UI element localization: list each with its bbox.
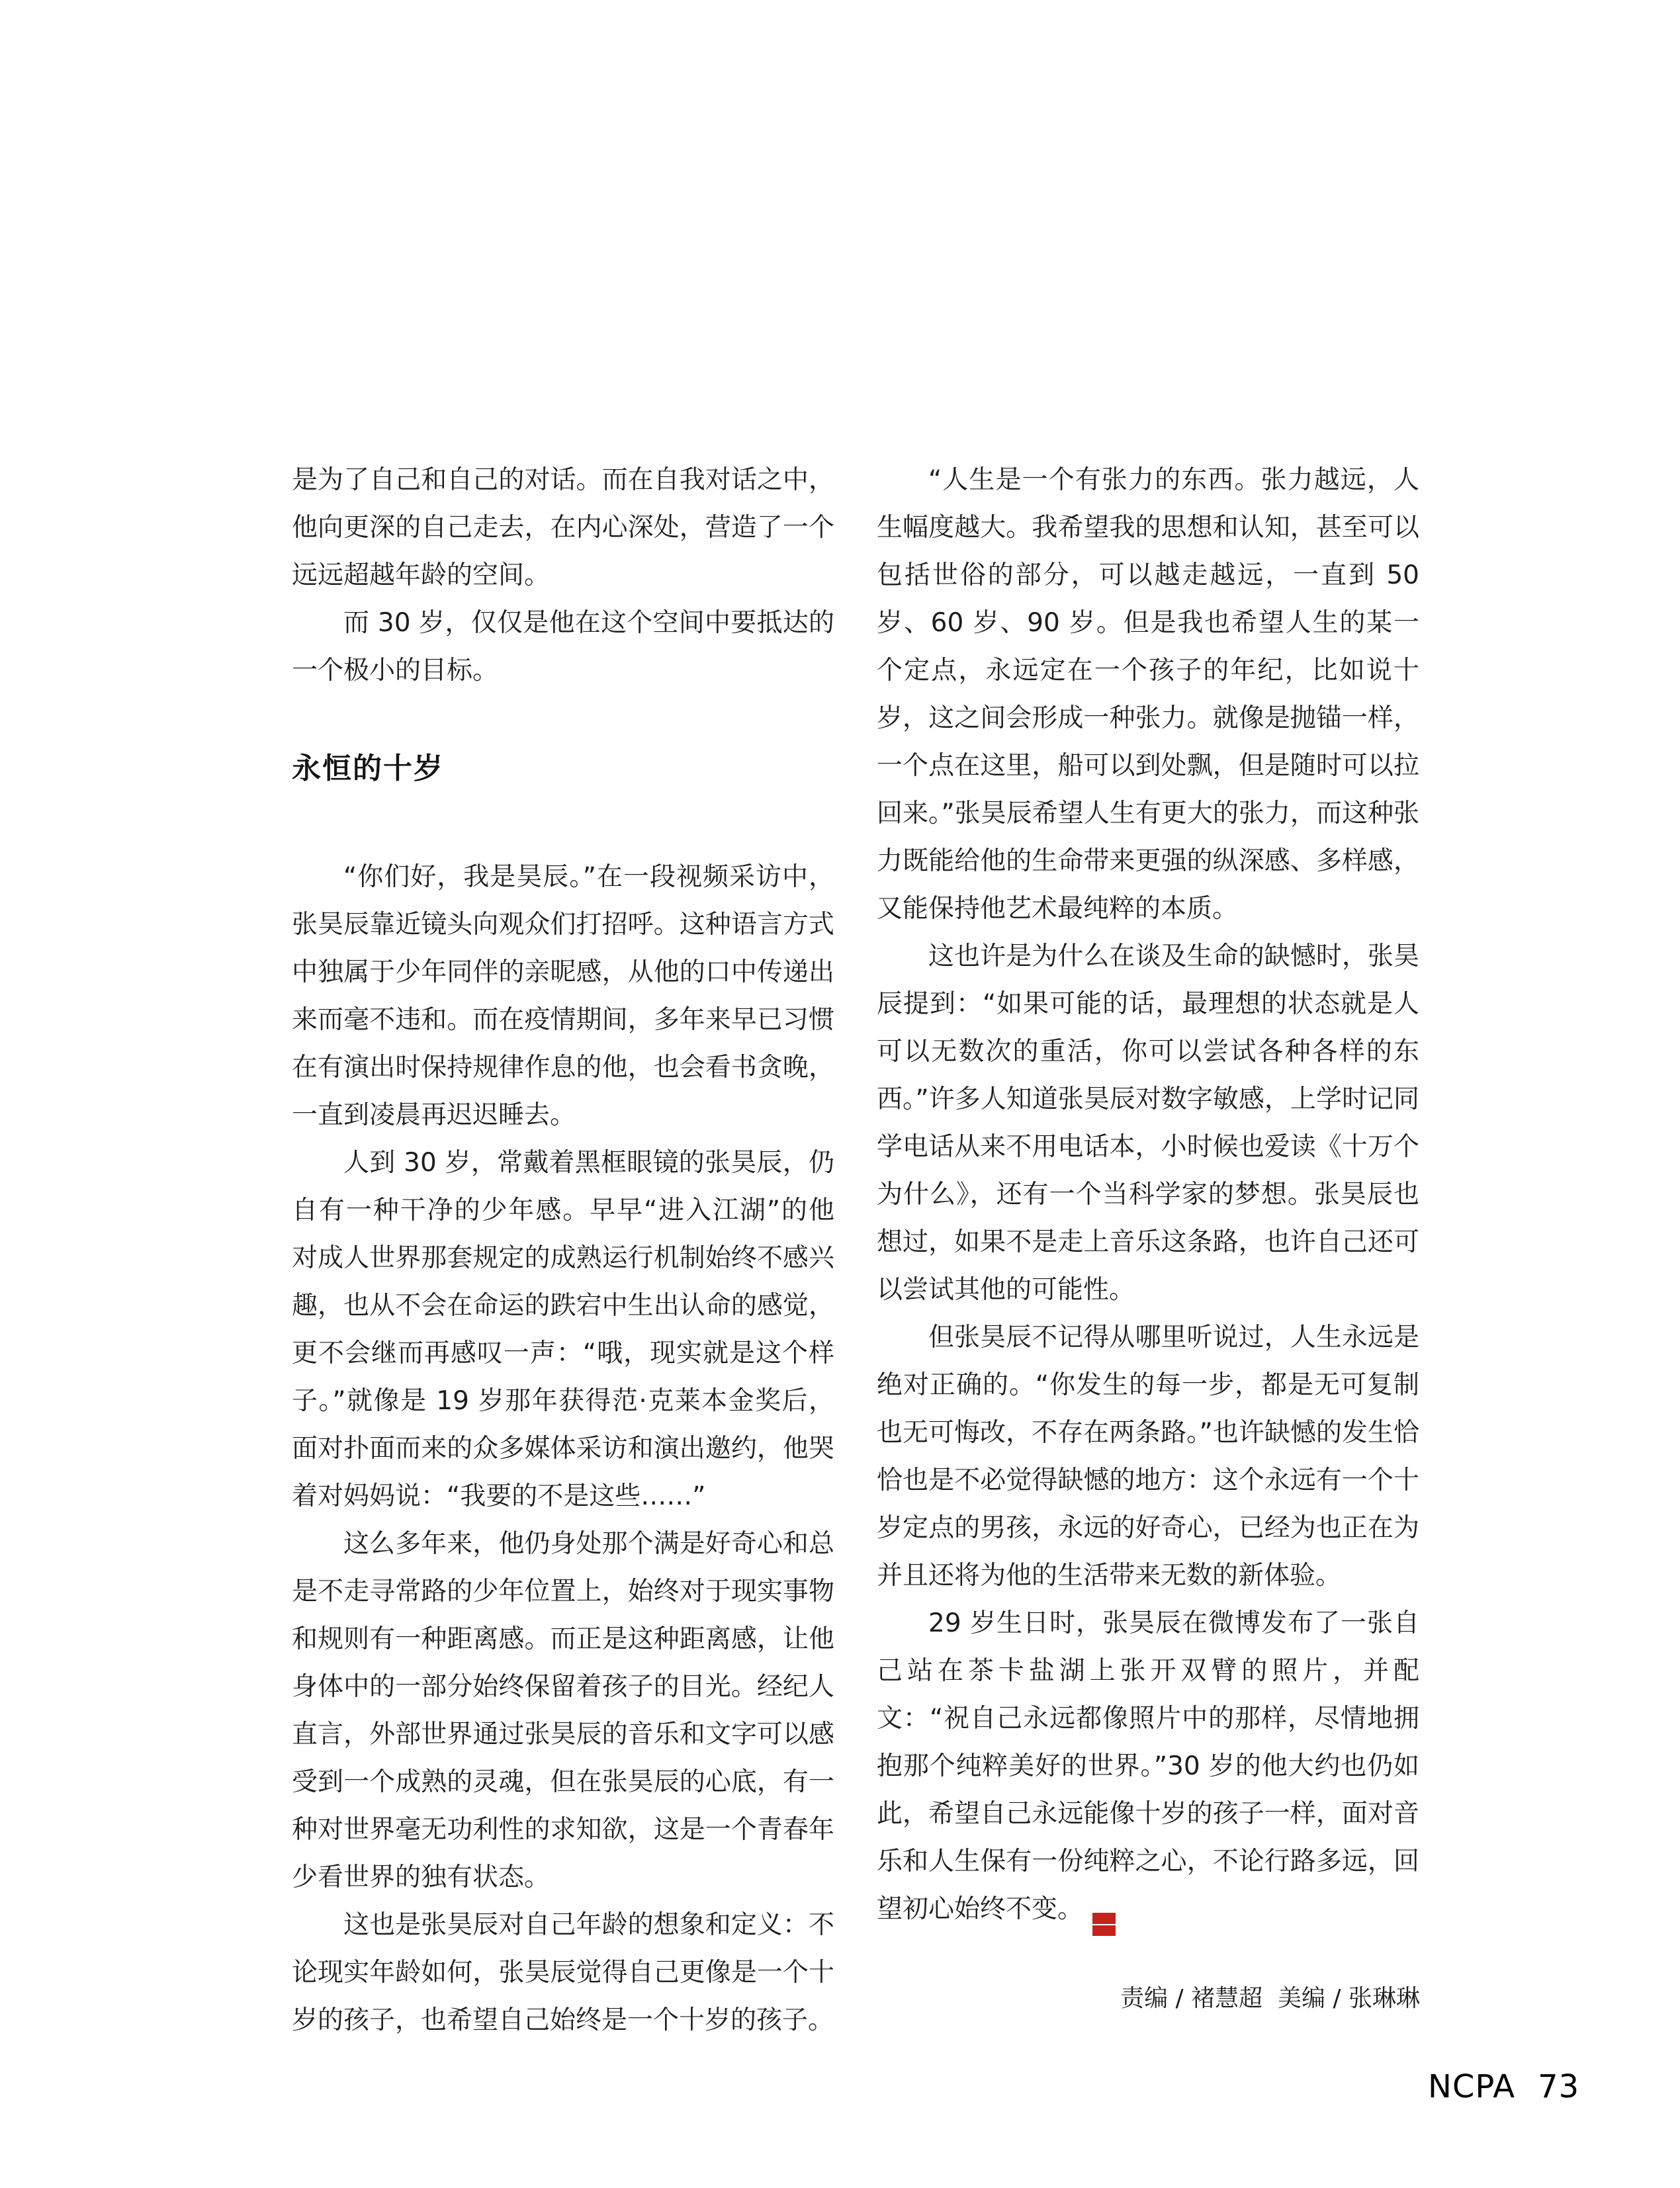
ncpa-end-mark-line1: NC: [1071, 1913, 1136, 1925]
page-number: 73: [1538, 2068, 1580, 2105]
article-body: [292, 457, 1419, 2044]
ncpa-end-mark: [1092, 1913, 1137, 1936]
left-column: [292, 457, 834, 2044]
ncpa-end-mark-line2: PA: [1124, 1925, 1136, 1935]
credits-line: 责编 / 褚慧超 美编 / 张琳琳: [1120, 1985, 1420, 2012]
paragraph-text: 29 岁生日时，张昊辰在微博发布了一张自己站在茶卡盐湖上张开双臂的照片，并配文：“祝自己永远都像照片中的那样，尽情地拥抱那个纯粹美好的世界。”30 岁的他大约也仍如此，希望自己永远能像十岁的孩子一样，面对音乐和人生保有一份纯粹之心，不论行路多远，回望初心始终不变。: [877, 1608, 1419, 1924]
body-paragraph: 这也许是为什么在谈及生命的缺憾时，张昊辰提到：“如果可能的话，最理想的状态就是人可以无数次的重活，你可以尝试各种各样的东西。”许多人知道张昊辰对数字敏感，上学时记同学电话从来不用电话本，小时候也爱读《十万个为什么》，还有一个当科学家的梦想。张昊辰也想过，如果不是走上音乐这条路，也许自己还可以尝试其他的可能性。: [877, 941, 1419, 1305]
body-paragraph: “你们好，我是昊辰。”在一段视频采访中，张昊辰靠近镜头向观众们打招呼。这种语言方式中独属于少年同伴的亲昵感，从他的口中传递出来而毫不违和。而在疫情期间，多年来早已习惯在有演出时保持规律作息的他，也会看书贪晚，一直到凌晨再迟迟睡去。: [292, 862, 834, 1130]
body-paragraph: 这也是张昊辰对自己年龄的想象和定义：不论现实年龄如何，张昊辰觉得自己更像是一个十岁的孩子，也希望自己始终是一个十岁的孩子。: [292, 1910, 834, 2035]
right-column: [877, 457, 1419, 2044]
page-footer: [1428, 2068, 1579, 2105]
body-paragraph: [877, 1600, 1419, 1936]
body-paragraph: “人生是一个有张力的东西。张力越远，人生幅度越大。我希望我的思想和认知，甚至可以包括世俗的部分，可以越走越远，一直到 50 岁、60 岁、90 岁。但是我也希望人生的某一个定点，永远定在一个孩子的年纪，比如说十岁，这之间会形成一种张力。就像是抛锚一样，一个点在这里，船可以到处飘，但是随时可以拉回来。”张昊辰希望人生有更大的张力，而这种张力既能给他的生命带来更强的纵深感、多样感，又能保持他艺术最纯粹的本质。: [877, 465, 1419, 924]
section-heading: 永恒的十岁: [292, 752, 444, 785]
body-paragraph: 是为了自己和自己的对话。而在自我对话之中，他向更深的自己走去，在内心深处，营造了一个远远超越年龄的空间。: [292, 465, 834, 590]
body-paragraph: 人到 30 岁，常戴着黑框眼镜的张昊辰，仍自有一种干净的少年感。早早“进入江湖”的他对成人世界那套规定的成熟运行机制始终不感兴趣，也从不会在命运的跌宕中生出认命的感觉，更不会继而再感叹一声：“哦，现实就是这个样子。”就像是 19 岁那年获得范·克莱本金奖后，面对扑面而来的众多媒体采访和演出邀约，他哭着对妈妈说：“我要的不是这些……”: [292, 1148, 834, 1511]
body-paragraph: 但张昊辰不记得从哪里听说过，人生永远是绝对正确的。“你发生的每一步，都是无可复制也无可悔改，不存在两条路。”也许缺憾的发生恰恰也是不必觉得缺憾的地方：这个永远有一个十岁定点的男孩，永远的好奇心，已经为也正在为并且还将为他的生活带来无数的新体验。: [877, 1323, 1419, 1591]
body-paragraph: 这么多年来，他仍身处那个满是好奇心和总是不走寻常路的少年位置上，始终对于现实事物和规则有一种距离感。而正是这种距离感，让他身体中的一部分始终保留着孩子的目光。经纪人直言，外部世界通过张昊辰的音乐和文字可以感受到一个成熟的灵魂，但在张昊辰的心底，有一种对世界毫无功利性的求知欲，这是一个青春年少看世界的独有状态。: [292, 1529, 834, 1892]
magazine-name: NCPA: [1428, 2068, 1516, 2105]
body-paragraph: 而 30 岁，仅仅是他在这个空间中要抵达的一个极小的目标。: [292, 608, 834, 685]
